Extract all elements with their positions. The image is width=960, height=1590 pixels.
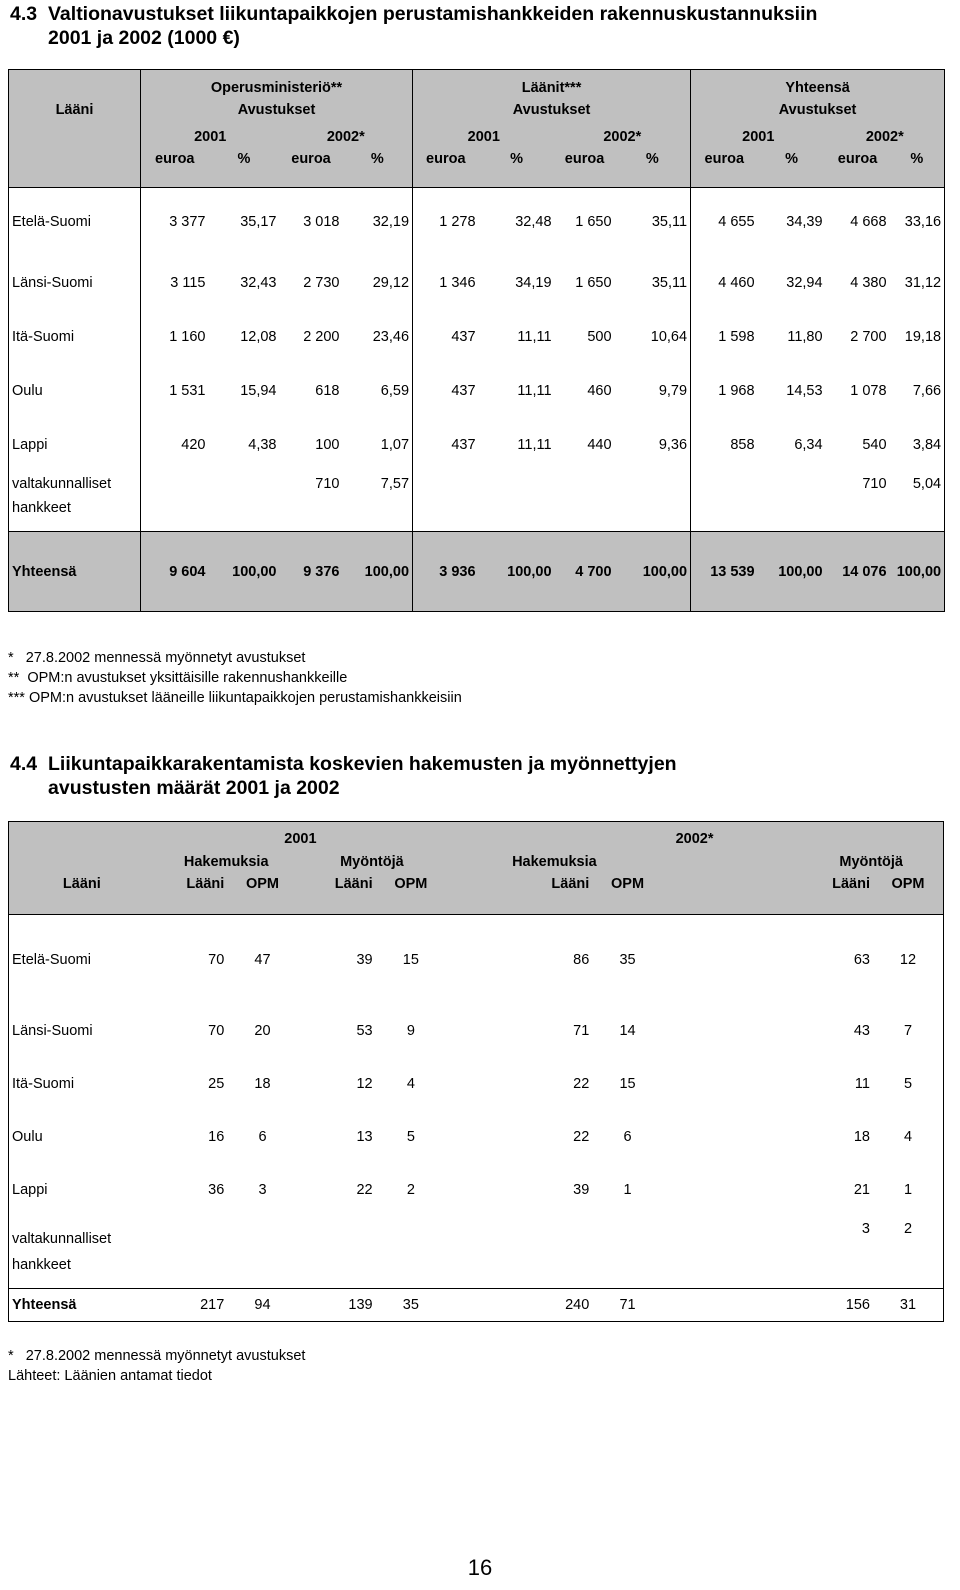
group-header-hakemuksia: Hakemuksia [183, 854, 269, 870]
region-name: Länsi-Suomi [12, 1023, 93, 1039]
value-cell: 6 [623, 1129, 632, 1145]
value-cell: 1 [623, 1182, 632, 1198]
value-cell: 11,80 [787, 328, 823, 345]
section-title-line2: 2001 ja 2002 (1000 €) [48, 27, 240, 49]
value-cell: 71 [573, 1023, 590, 1039]
value-cell: 500 [587, 328, 612, 345]
table-row [9, 1164, 944, 1217]
table-row-national [9, 472, 945, 532]
value-cell [141, 472, 209, 532]
value-cell: 1,07 [380, 436, 410, 453]
value-cell: 1 531 [141, 364, 209, 418]
section-heading-4-4 [10, 752, 677, 800]
applications-table [8, 821, 944, 1322]
region-name: Lappi [12, 436, 48, 453]
value-cell: 6,34 [794, 436, 823, 453]
section-heading-4-3 [10, 2, 817, 50]
year-header: 2002* [326, 129, 365, 145]
value-cell: 4 655 [691, 188, 758, 256]
table-row [9, 418, 945, 472]
unit-header: euroa [291, 150, 331, 167]
group-title-yhteensa: Yhteensä [691, 70, 945, 97]
value-cell: 35,11 [651, 274, 688, 291]
value-cell: 710 [315, 475, 340, 492]
region-name: Itä-Suomi [12, 328, 75, 345]
value-cell: 15 [619, 1076, 636, 1092]
unit-header: % [237, 150, 251, 167]
value-cell: 32,19 [372, 213, 410, 230]
value-cell: 4 700 [575, 563, 612, 580]
value-cell: 156 [845, 1297, 870, 1313]
value-cell: 14 076 [842, 563, 887, 580]
value-cell: 460 [587, 382, 612, 399]
value-cell: 13 [356, 1129, 373, 1145]
value-cell: 100,00 [896, 563, 942, 580]
value-cell: 437 [413, 310, 479, 364]
region-column-header: Lääni [62, 875, 101, 892]
value-cell: 14 [619, 1023, 636, 1039]
value-cell: 16 [208, 1129, 225, 1145]
region-name: Etelä-Suomi [12, 951, 91, 968]
value-cell: 22 [573, 1129, 590, 1145]
value-cell [227, 1217, 297, 1289]
table-row-national [9, 1217, 944, 1289]
value-cell: 94 [254, 1297, 271, 1313]
region-name-line2: hankkeet [12, 1257, 71, 1274]
region-name: Etelä-Suomi [12, 213, 91, 230]
unit-header: % [785, 150, 798, 167]
value-cell: 100,00 [642, 563, 688, 580]
value-cell: 100,00 [364, 563, 410, 580]
unit-header: euroa [691, 151, 758, 188]
group-header-myontoja: Myöntöjä [340, 854, 404, 870]
value-cell: 540 [862, 436, 887, 453]
value-cell: 3 377 [141, 188, 209, 256]
year-header: 2002* [603, 129, 642, 145]
value-cell: 39 [573, 1182, 590, 1198]
table-row [9, 1058, 944, 1111]
value-cell: 6 [258, 1129, 267, 1145]
value-cell: 34,19 [515, 274, 552, 291]
table-row [9, 310, 945, 364]
value-cell: 32,43 [240, 274, 277, 291]
value-cell: 18 [254, 1076, 271, 1092]
unit-header: euroa [413, 151, 479, 188]
region-name: Itä-Suomi [12, 1076, 75, 1092]
value-cell: 4 [406, 1076, 415, 1092]
value-cell: 2 [903, 1220, 913, 1237]
value-cell: 4 460 [691, 256, 758, 310]
value-cell [758, 472, 826, 532]
unit-header: % [370, 150, 384, 167]
value-cell: 2 [406, 1182, 415, 1198]
sub-header: Lääni [551, 875, 590, 892]
unit-header: % [510, 150, 523, 167]
region-name: Oulu [12, 1129, 43, 1145]
unit-header: % [645, 150, 659, 167]
value-cell: 34,39 [786, 213, 823, 230]
value-cell [298, 1217, 376, 1289]
value-cell: 437 [413, 364, 479, 418]
group-sub-header: Avustukset [691, 97, 945, 124]
section-title-line1: Liikuntapaikkarakentamista koskevien hakemusten ja myönnettyjen [48, 753, 677, 775]
unit-header: euroa [564, 150, 605, 167]
value-cell: 25 [208, 1076, 225, 1092]
value-cell: 9,36 [658, 436, 688, 453]
value-cell: 139 [348, 1297, 373, 1313]
region-name-line1: valtakunnalliset [12, 1231, 112, 1248]
value-cell: 420 [141, 418, 209, 472]
table2-footnotes [8, 1346, 305, 1386]
value-cell: 14,53 [786, 382, 823, 399]
subsidy-table [8, 69, 945, 612]
value-cell: 7,66 [912, 382, 942, 399]
value-cell: 7 [903, 1023, 913, 1039]
value-cell: 12,08 [240, 328, 277, 345]
value-cell: 35 [619, 951, 636, 968]
group-title-laanit: Läänit*** [413, 70, 691, 97]
value-cell: 32,94 [786, 274, 823, 291]
region-name [9, 1217, 155, 1289]
section-title-line1: Valtionavustukset liikuntapaikkojen perustamishankkeiden rakennuskustannuksiin [48, 3, 818, 25]
unit-header: euroa [837, 150, 878, 167]
value-cell: 100,00 [778, 563, 823, 580]
table-row [9, 1005, 944, 1058]
page-number: 16 [467, 1555, 493, 1580]
value-cell: 23,46 [372, 328, 410, 345]
value-cell [592, 1217, 662, 1289]
value-cell: 3 115 [141, 256, 209, 310]
value-cell [615, 472, 691, 532]
value-cell: 35 [402, 1297, 419, 1313]
table-row [9, 256, 945, 310]
value-cell: 100 [315, 436, 340, 453]
table-row-total [9, 1289, 944, 1322]
section-number: 4.4 [10, 753, 38, 775]
value-cell: 71 [619, 1297, 636, 1313]
footnote: Lähteet: Läänien antamat tiedot [8, 1368, 212, 1384]
sub-header: Lääni [186, 875, 225, 892]
value-cell: 2 730 [303, 274, 340, 291]
value-cell [209, 472, 280, 532]
footnote: ** OPM:n avustukset yksittäisille rakennushankkeille [8, 670, 348, 686]
group-title-operusministerio: Operusministeriö** [141, 70, 413, 97]
region-name: Länsi-Suomi [12, 274, 93, 291]
value-cell: 3 [861, 1220, 870, 1237]
unit-header: % [910, 150, 924, 167]
region-name-line2: hankkeet [12, 499, 71, 516]
value-cell: 1 [903, 1182, 913, 1198]
value-cell: 4 380 [850, 274, 887, 291]
value-cell: 437 [413, 418, 479, 472]
group-sub-header: Avustukset [141, 97, 413, 124]
value-cell: 710 [862, 475, 887, 492]
group-header-hakemuksia: Hakemuksia [512, 854, 597, 870]
year-header: 2001 [141, 124, 280, 151]
value-cell: 6,59 [380, 382, 410, 399]
value-cell: 2 200 [303, 328, 340, 345]
year-header-2002: 2002* [675, 831, 714, 848]
footnote: * 27.8.2002 mennessä myönnetyt avustukset [8, 650, 306, 666]
region-name: Yhteensä [12, 1297, 77, 1313]
value-cell: 100,00 [232, 563, 277, 580]
value-cell: 9 604 [141, 532, 209, 612]
value-cell: 4 [903, 1129, 913, 1145]
group-sub-header: Avustukset [413, 97, 691, 124]
value-cell: 9 376 [303, 563, 340, 580]
value-cell: 12 [356, 1076, 373, 1092]
value-cell: 29,12 [372, 274, 410, 291]
value-cell: 86 [573, 951, 590, 968]
value-cell: 4 668 [850, 213, 887, 230]
value-cell: 3 018 [303, 213, 340, 230]
value-cell: 31,12 [904, 274, 942, 291]
value-cell: 12 [899, 951, 917, 968]
value-cell: 1 160 [141, 310, 209, 364]
value-cell: 3 936 [413, 532, 479, 612]
value-cell: 1 650 [575, 213, 612, 230]
value-cell: 22 [573, 1076, 590, 1092]
footnote: * 27.8.2002 mennessä myönnetyt avustukset [8, 1348, 306, 1364]
region-name: Yhteensä [12, 563, 77, 580]
value-cell: 3,84 [912, 436, 942, 453]
value-cell: 5 [903, 1076, 913, 1092]
value-cell: 20 [254, 1023, 271, 1039]
value-cell: 5 [406, 1129, 415, 1145]
value-cell: 70 [208, 951, 225, 968]
value-cell: 858 [691, 418, 758, 472]
value-cell: 9,79 [658, 382, 688, 399]
value-cell [479, 472, 555, 532]
value-cell: 15 [402, 951, 419, 968]
footnote: *** OPM:n avustukset lääneille liikuntapaikkojen perustamishankkeisiin [8, 690, 462, 706]
value-cell: 36 [208, 1182, 225, 1198]
value-cell: 5,04 [912, 475, 942, 492]
year-header: 2002* [865, 129, 904, 145]
value-cell: 240 [565, 1297, 590, 1313]
table-row [9, 915, 944, 1005]
value-cell: 13 539 [691, 532, 758, 612]
year-header: 2001 [691, 124, 826, 151]
region-name-line1: valtakunnalliset [12, 475, 112, 492]
table-row [9, 188, 945, 256]
value-cell: 22 [356, 1182, 373, 1198]
table1-footnotes [8, 648, 462, 708]
value-cell: 2 700 [850, 328, 887, 345]
section-number: 4.3 [10, 3, 38, 25]
table-row [9, 364, 945, 418]
table-row-total [9, 532, 945, 612]
value-cell: 35,11 [651, 213, 688, 230]
value-cell: 440 [587, 436, 612, 453]
value-cell: 3 [258, 1182, 267, 1198]
value-cell: 31 [899, 1297, 917, 1313]
section-title-line2: avustusten määrät 2001 ja 2002 [48, 777, 340, 799]
value-cell: 1 968 [691, 364, 758, 418]
value-cell: 32,48 [515, 213, 552, 230]
value-cell: 10,64 [650, 328, 688, 345]
value-cell [555, 472, 615, 532]
value-cell [691, 472, 758, 532]
sub-header: Lääni [334, 875, 373, 892]
value-cell [155, 1217, 228, 1289]
value-cell: 11 [854, 1076, 870, 1092]
year-header: 2001 [413, 124, 555, 151]
value-cell [376, 1217, 446, 1289]
unit-header: euroa [141, 151, 209, 188]
value-cell: 21 [853, 1182, 870, 1198]
value-cell: 1 650 [575, 274, 612, 291]
value-cell: 47 [254, 951, 271, 968]
value-cell: 1 278 [413, 188, 479, 256]
value-cell: 11,11 [517, 436, 552, 453]
value-cell: 217 [200, 1297, 225, 1313]
table-row [9, 1111, 944, 1164]
value-cell: 4,38 [248, 436, 277, 453]
sub-header: OPM [394, 875, 428, 892]
region-name: Lappi [12, 1182, 48, 1198]
value-cell: 11,11 [517, 382, 552, 399]
value-cell: 1 078 [850, 382, 887, 399]
value-cell: 43 [853, 1023, 870, 1039]
group-header-myontoja: Myöntöjä [839, 854, 903, 870]
sub-header: OPM [891, 875, 925, 892]
value-cell: 70 [208, 1023, 225, 1039]
value-cell: 18 [853, 1129, 870, 1145]
value-cell: 1 598 [691, 310, 758, 364]
value-cell: 1 346 [413, 256, 479, 310]
value-cell: 53 [356, 1023, 373, 1039]
region-column-header: Lääni [55, 102, 94, 118]
region-name [9, 472, 141, 532]
value-cell [446, 1217, 592, 1289]
sub-header: OPM [611, 875, 645, 892]
sub-header: OPM [245, 875, 280, 892]
value-cell: 39 [356, 951, 373, 968]
value-cell: 15,94 [240, 382, 277, 399]
value-cell: 33,16 [904, 213, 942, 230]
value-cell: 63 [853, 951, 870, 968]
value-cell: 35,17 [240, 213, 277, 230]
sub-header: Lääni [832, 875, 870, 892]
year-header-2001: 2001 [284, 831, 317, 848]
value-cell [413, 472, 479, 532]
value-cell: 618 [315, 382, 340, 399]
value-cell: 9 [406, 1023, 415, 1039]
value-cell: 7,57 [380, 475, 410, 492]
value-cell: 100,00 [507, 563, 552, 580]
region-name: Oulu [12, 382, 43, 399]
value-cell: 19,18 [904, 328, 942, 345]
value-cell: 11,11 [517, 328, 552, 345]
